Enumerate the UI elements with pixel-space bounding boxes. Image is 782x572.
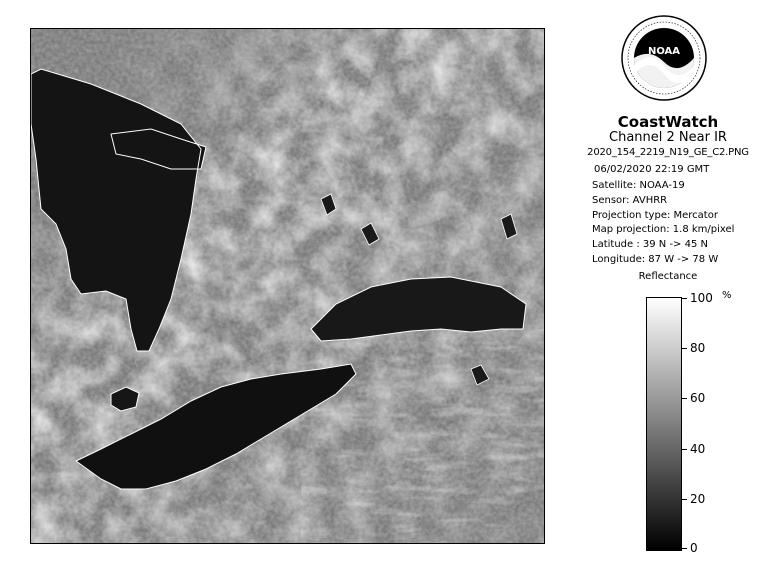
noaa-logo-icon (620, 14, 708, 102)
scale-unit: % (722, 290, 732, 301)
tick-label: 20 (690, 492, 706, 506)
cloud-streets (301, 329, 544, 543)
satellite-image (31, 29, 544, 543)
tick-label: 100 (690, 291, 713, 305)
longitude: Longitude: 87 W -> 78 W (592, 254, 719, 265)
satellite-map (30, 28, 545, 544)
tick-label: 40 (690, 442, 706, 456)
tick-mark (681, 398, 687, 399)
latitude: Latitude : 39 N -> 45 N (592, 239, 708, 250)
tick-mark (681, 348, 687, 349)
projection-type: Projection type: Mercator (592, 210, 718, 221)
filename: 2020_154_2219_N19_GE_C2.PNG (587, 147, 749, 158)
sensor: Sensor: AVHRR (592, 195, 668, 206)
channel-title: Channel 2 Near IR (609, 130, 727, 145)
scale-title: Reflectance (638, 271, 698, 282)
tick-label: 0 (690, 541, 698, 555)
tick-mark (681, 548, 687, 549)
reflectance-colorbar (646, 297, 682, 551)
tick-mark (681, 298, 687, 299)
datetime: 06/02/2020 22:19 GMT (594, 164, 710, 175)
map-projection: Map projection: 1.8 km/pixel (592, 224, 735, 235)
tick-label: 80 (690, 341, 706, 355)
noaa-logo (620, 14, 708, 102)
noaa-logo-text: NOAA (647, 46, 681, 57)
satellite: Satellite: NOAA-19 (592, 180, 685, 191)
tick-label: 60 (690, 391, 706, 405)
tick-mark (681, 499, 687, 500)
brand-title: CoastWatch (617, 113, 719, 131)
tick-mark (681, 449, 687, 450)
